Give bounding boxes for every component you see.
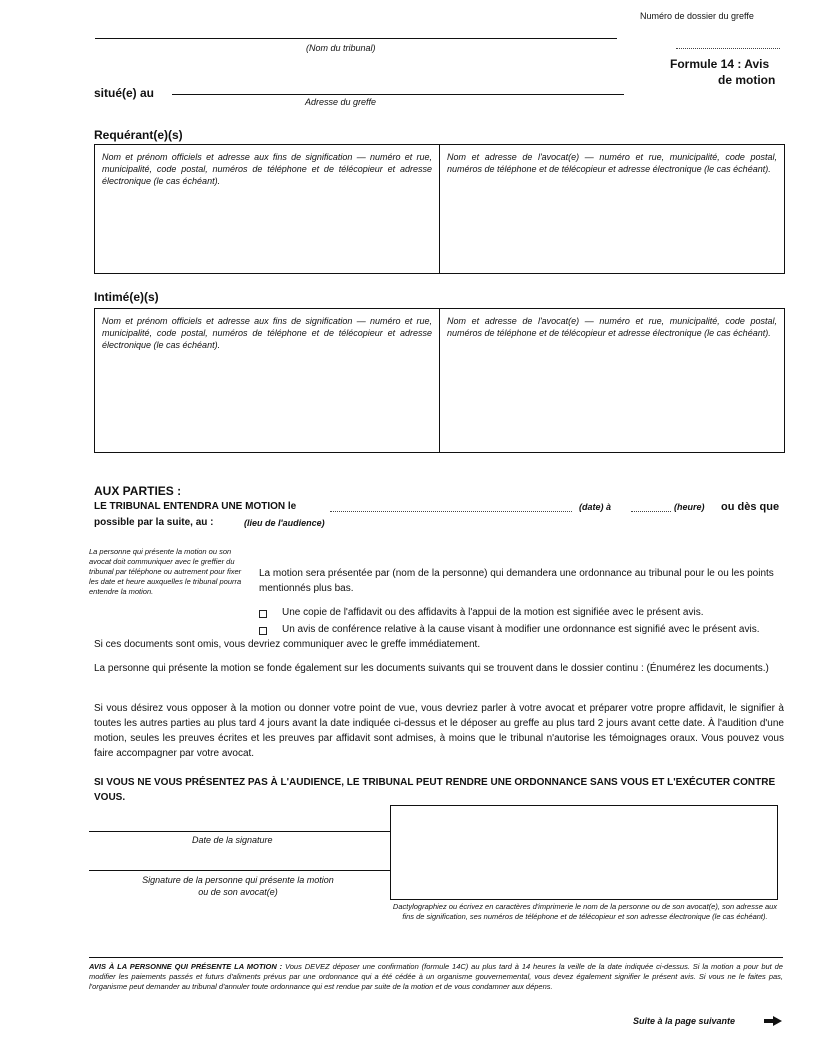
signature-caption [120,874,356,898]
form-title-line1: Formule 14 : Avis [670,57,770,71]
court-name-line[interactable] [95,38,617,39]
applicants-heading: Requérant(e)(s) [94,128,183,142]
form-title-line2: de motion [718,73,776,87]
lawyer-stamp-box[interactable] [390,805,778,900]
motion-presented-text: La motion sera présentée par (nom de la personne) qui demandera une ordonnance au tribunal pour le ou les points mentionnés plus bas. [259,568,774,594]
signature-caption-line2: ou de son avocat(e) [198,887,278,897]
respondent-name-cell[interactable] [95,309,440,452]
court-address-caption: Adresse du greffe [305,97,377,107]
applicant-lawyer-instructions: Nom et adresse de l'avocat(e) — numéro et rue, municipalité, code postal, numéros de téléphone et de télécopieur et adresse électronique (le cas échéant). [447,152,777,174]
signature-caption-line1: Signature de la personne qui présente la motion [142,875,334,885]
affidavit-checkbox-label: Une copie de l'affidavit ou des affidavits à l'appui de la motion est signifiée avec le présent avis. [282,607,704,618]
notice-heading: AUX PARTIES : [94,484,182,498]
hearing-time-field[interactable] [631,511,671,512]
case-conference-checkbox[interactable] [259,627,267,635]
or-as-soon-label: ou dès que [721,501,780,513]
continued-label: Suite à la page suivante [633,1016,736,1026]
signature-line[interactable] [89,870,391,871]
margin-note: La personne qui présente la motion ou son avocat doit communiquer avec le greffier du tribunal par téléphone ou autrement pour fixer les date et heure auxquelles le tribunal pourra entendre la motion. [89,547,242,596]
footer-notice [89,962,783,992]
location-label: (lieu de l'audience) [244,518,325,528]
applicant-name-instructions: Nom et prénom officiels et adresse aux fins de signification — numéro et rue, municipalité, code postal, numéros de téléphone et de télécopieur et adresse électronique (le cas échéant). [102,152,432,186]
pointing-hand-icon [763,1014,783,1032]
footer-divider [89,957,783,958]
file-number-field[interactable] [676,48,780,49]
possible-line: possible par la suite, au : [94,517,214,528]
applicants-table [94,144,785,274]
warning-text: SI VOUS NE VOUS PRÉSENTEZ PAS À L'AUDIENCE, LE TRIBUNAL PEUT RENDRE UNE ORDONNANCE SANS VOUS ET L'EXÉCUTER CONTRE VOUS. [94,777,776,803]
relies-on-text: La personne qui présente la motion se fonde également sur les documents suivants qui se trouvent dans le dossier continu : (Énumérez les documents.) [94,663,769,674]
signature-date-line[interactable] [89,831,391,832]
court-address-line[interactable] [172,94,624,95]
omitted-docs-text: Si ces documents sont omis, vous devriez communiquer avec le greffe immédiatement. [94,639,481,650]
date-label: (date) à [579,502,612,512]
respondent-name-instructions: Nom et prénom officiels et adresse aux fins de signification — numéro et rue, municipalité, code postal, numéros de téléphone et de télécopieur et adresse électronique (le cas échéant). [102,316,432,350]
respondents-heading: Intimé(e)(s) [94,290,159,304]
located-at-label: situé(e) au [94,86,155,100]
applicant-name-cell[interactable] [95,145,440,273]
respondents-table [94,308,785,453]
footer-notice-label: AVIS À LA PERSONNE QUI PRÉSENTE LA MOTION : [89,962,283,971]
applicant-lawyer-cell[interactable] [440,145,784,273]
time-label: (heure) [674,502,705,512]
footer-notice-text: Vous DEVEZ déposer une confirmation (formule 14C) au plus tard à 14 heures la veille de la date indiquée ci-dessus. Si la motion a pour but de modifier les paiements passés et futurs d'aliments prévus par une ordonnance qui a été cédée à un organisme gouvernemental, vous devez également signifier le présent avis. Si vous ne le faites pas, l'organisme peut demander au tribunal d'annuler toute ordonnance qui est rendue par suite de la motion et de vous condamner aux dépens. [89,962,783,991]
file-number-label: Numéro de dossier du greffe [640,11,754,21]
hearing-line-start: LE TRIBUNAL ENTENDRA UNE MOTION le [94,501,297,512]
hearing-date-field[interactable] [330,511,572,512]
date-caption: Date de la signature [192,835,273,845]
court-name-caption: (Nom du tribunal) [306,43,376,53]
affidavit-checkbox[interactable] [259,610,267,618]
case-conference-checkbox-label: Un avis de conférence relative à la cause visant à modifier une ordonnance est signifié avec le présent avis. [282,624,760,635]
oppose-paragraph: Si vous désirez vous opposer à la motion ou donner votre point de vue, vous devriez parler à votre avocat et préparer votre propre affidavit, le signifier à toutes les autres parties au plus tard 4 jours avant la date indiquée ci-dessus et le déposer au greffe au plus tard 2 jours avant cette date. À l'audition d'une motion, seules les preuves écrites et les preuves par affidavit sont admises, à moins que le tribunal n'autorise les témoignages oraux. Vous pouvez vous faire accompagner par votre avocat. [94,703,784,759]
respondent-lawyer-instructions: Nom et adresse de l'avocat(e) — numéro et rue, municipalité, code postal, numéros de téléphone et de télécopieur et adresse électronique (le cas échéant). [447,316,777,338]
respondent-lawyer-cell[interactable] [440,309,784,452]
stamp-caption: Dactylographiez ou écrivez en caractères d'imprimerie le nom de la personne ou de son avocat(e), son adresse aux fins de signification, ses numéros de téléphone et de télécopieur et son adresse électronique (le cas échéant). [392,902,778,921]
